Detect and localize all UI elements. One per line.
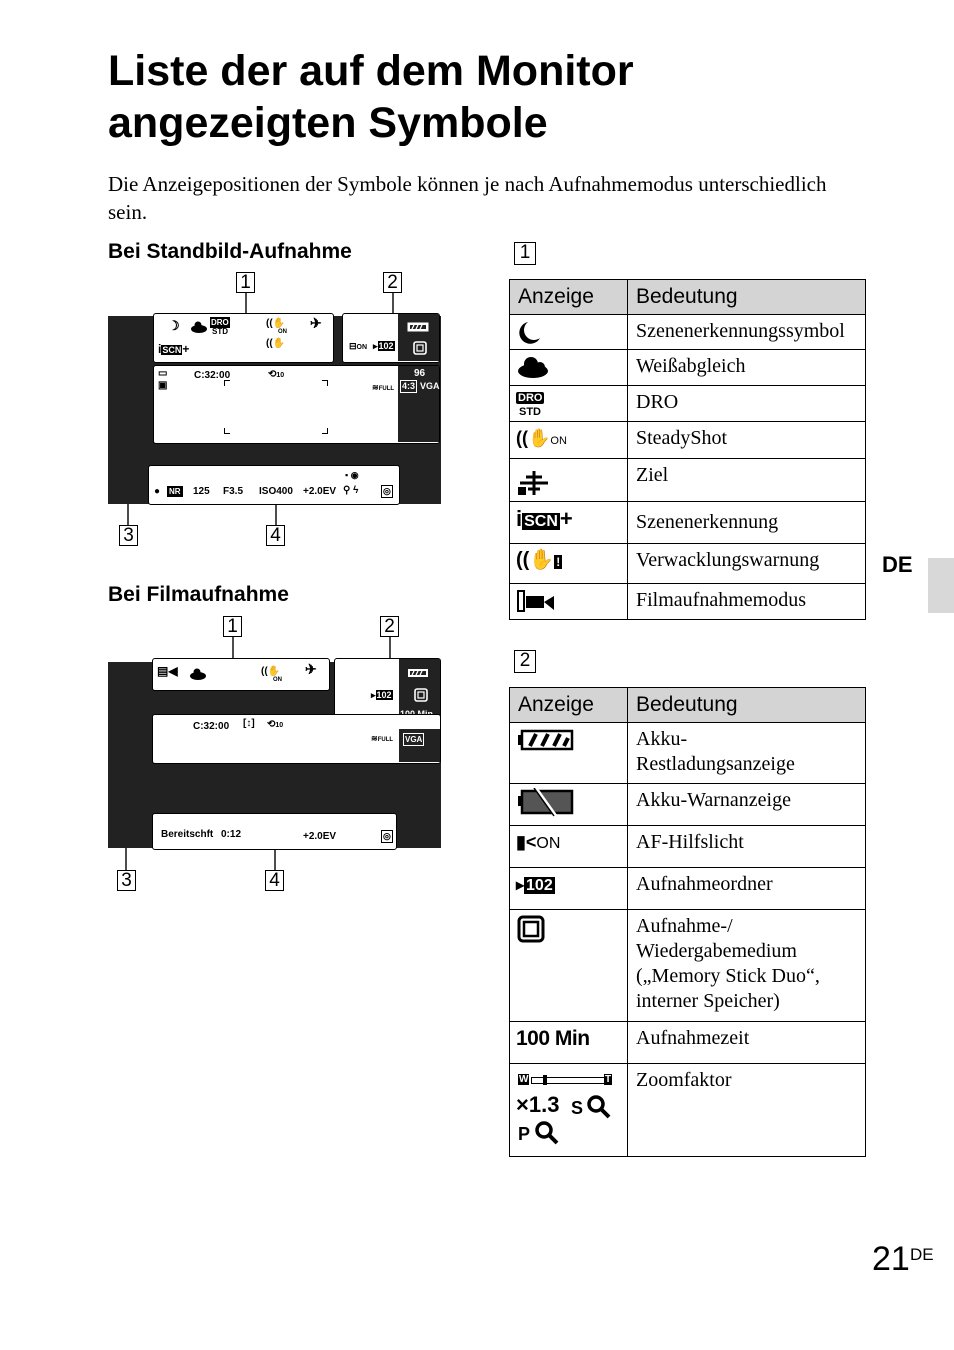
- page-title: [108, 45, 634, 149]
- still-camera-icon: ▭: [158, 368, 168, 379]
- still-metering-icon: ◎: [383, 486, 391, 496]
- movie-mode-icon: [516, 588, 556, 614]
- zoom-p-magnifier-icon: [534, 1120, 560, 1146]
- iscn-text: SCN: [524, 513, 558, 530]
- still-screen-diagram: [108, 268, 448, 553]
- zoom-bar-marker: [543, 1075, 547, 1085]
- zoom-t: T: [605, 1074, 612, 1085]
- movie-screen-diagram: [108, 612, 448, 897]
- page-title-line2: angezeigten Symbole: [108, 99, 548, 147]
- movie-metering-icon: ◎: [383, 831, 391, 841]
- still-aperture: F3.5: [223, 486, 244, 497]
- shake-warning-icon: ((✋ !: [516, 549, 561, 571]
- rec-time-text: 100 Min: [516, 1027, 590, 1050]
- table-row: [510, 422, 866, 459]
- movie-standby-time: 0:12: [221, 829, 242, 840]
- af-frame-br: [322, 428, 328, 434]
- still-time: C:32:00: [194, 370, 231, 381]
- table-row: [510, 459, 866, 502]
- table-row: [510, 826, 866, 868]
- memory-icon: [516, 914, 546, 944]
- zoom-icon: [516, 1068, 616, 1148]
- battery-warning-icon: [516, 788, 576, 818]
- battery-icon: [516, 727, 576, 757]
- af-frame-tl: [224, 380, 230, 386]
- steadyshot-icon: ((✋: [266, 318, 286, 329]
- still-shutter: 125: [193, 486, 210, 497]
- table2-meaning-line3: („Memory Stick Duo“,: [636, 965, 820, 987]
- table1-meaning: Filmaufnahmemodus: [628, 584, 866, 620]
- moon-icon: ☽: [168, 318, 180, 333]
- folder-icon: ▸ 102: [516, 877, 553, 894]
- movie-steady-on: ON: [273, 677, 282, 683]
- language-tab: [928, 558, 954, 613]
- movie-label-1: 1: [223, 616, 242, 637]
- table2-meaning: Akku-Warnanzeige: [628, 784, 866, 826]
- still-iso: ISO400: [259, 486, 293, 497]
- still-dro: DRO: [211, 318, 229, 327]
- still-label-4: 4: [266, 525, 285, 546]
- movie-label-2: 2: [380, 616, 399, 637]
- page-number-suffix: DE: [910, 1245, 934, 1264]
- moon-icon: [516, 319, 546, 345]
- movie-full: FULL: [377, 737, 394, 743]
- timer-icon: ⟲10: [268, 369, 285, 380]
- table1-meaning: Szenenerkennungssymbol: [628, 315, 866, 350]
- movie-battery-icon: [407, 668, 431, 678]
- table-row: [510, 315, 866, 350]
- movie-heading: Bei Filmaufnahme: [108, 583, 289, 606]
- table1-header-display: Anzeige: [510, 280, 628, 315]
- still-folder: 102: [378, 341, 394, 351]
- table-row: [510, 350, 866, 386]
- table2-meaning: Aufnahmezeit: [628, 1022, 866, 1064]
- still-af-on: ON: [356, 344, 368, 351]
- table2-meaning-line2: Wiedergabemedium: [636, 940, 797, 962]
- af-on-text: ON: [536, 835, 561, 852]
- dro-std-text: STD: [519, 406, 541, 418]
- table-row: [510, 1064, 866, 1157]
- table2-meaning: Zoomfaktor: [628, 1064, 866, 1157]
- table1-header-meaning: Bedeutung: [628, 280, 866, 315]
- language-tab-label: DE: [882, 552, 913, 577]
- movie-flash-level: ≋FULL: [371, 734, 394, 743]
- movie-memory-icon: [414, 688, 428, 702]
- table-row: [510, 910, 866, 1022]
- movie-panel-3: [152, 714, 441, 764]
- still-shots: 96: [414, 368, 426, 379]
- table2-header-meaning: Bedeutung: [628, 688, 866, 723]
- movie-timer: 10: [275, 722, 284, 729]
- face-detection-icon: ▣: [158, 380, 168, 391]
- af-illuminator-icon: ⊟ON: [349, 341, 368, 351]
- table-row: [510, 502, 866, 544]
- still-panel-4: [148, 465, 400, 505]
- still-nr: NR: [169, 487, 181, 496]
- movie-mode-icon: ▤◀: [157, 664, 178, 678]
- page-number: 21: [872, 1240, 910, 1278]
- folder-text: 102: [526, 877, 553, 894]
- table-row: [510, 1022, 866, 1064]
- still-label-2: 2: [383, 272, 402, 293]
- still-label-1: 1: [236, 272, 255, 293]
- movie-panel-4: [152, 813, 397, 850]
- battery-icon: [407, 322, 431, 332]
- rec-dot-icon: ●: [154, 486, 161, 497]
- zoom-s: S: [571, 1098, 584, 1118]
- still-steady-on: ON: [278, 329, 287, 335]
- table2: [509, 687, 866, 1157]
- movie-panel-1: [152, 658, 330, 691]
- intro-text: Die Anzeigepositionen der Symbole können je nach Aufnahmemodus unterschiedlich sein.: [108, 172, 827, 224]
- movie-label-4: 4: [265, 870, 284, 891]
- still-full: FULL: [378, 386, 395, 392]
- table2-meaning-line2: Restladungsanzeige: [636, 753, 795, 775]
- still-ratio: 4:3: [402, 381, 416, 391]
- cloud-icon: [190, 321, 208, 333]
- table1-meaning: Weißabgleich: [628, 350, 866, 386]
- table1-label: 1: [514, 242, 536, 265]
- table2-meaning-line1: Aufnahme-/: [636, 915, 733, 937]
- target-icon: [516, 463, 552, 497]
- steadyshot-on-text: ON: [550, 435, 567, 447]
- af-frame-tr: [322, 380, 328, 386]
- table-row: [510, 584, 866, 620]
- zoom-w: W: [519, 1074, 529, 1085]
- movie-cloud-icon: [189, 668, 207, 680]
- table2-meaning: AF-Hilfslicht: [628, 826, 866, 868]
- still-panel-2: [342, 313, 440, 363]
- cloud-icon: [516, 354, 552, 380]
- page-title-line1: Liste der auf dem Monitor: [108, 47, 634, 95]
- still-meter-icon: ▪ ◉: [345, 470, 359, 480]
- table-row: [510, 868, 866, 910]
- target-icon: ✈: [310, 315, 322, 331]
- table-row: [510, 544, 866, 584]
- table2-header-display: Anzeige: [510, 688, 628, 723]
- movie-size: VGA: [405, 735, 423, 744]
- movie-time: C:32:00: [193, 721, 230, 732]
- zoom-value: ×1.3: [516, 1092, 560, 1117]
- still-label-3: 3: [119, 525, 138, 546]
- table1-meaning: DRO: [628, 386, 866, 422]
- steadyshot-icon: ((✋: [516, 428, 551, 448]
- table1-meaning: Szenenerkennung: [628, 502, 866, 544]
- movie-frame-icon: [↕]: [243, 718, 255, 729]
- zoom-magnifier-icon: [586, 1094, 612, 1120]
- table2-meaning: Aufnahmeordner: [628, 868, 866, 910]
- table1: [509, 279, 866, 620]
- memory-icon: [413, 341, 427, 355]
- movie-target-icon: ✈: [305, 661, 317, 677]
- table-row: [510, 386, 866, 422]
- af-frame-bl: [224, 428, 230, 434]
- table2-meaning-line1: Akku-: [636, 728, 688, 750]
- movie-label-3: 3: [117, 870, 136, 891]
- iscn-icon: iSCN+: [158, 342, 190, 356]
- movie-folder: 102: [376, 690, 392, 700]
- table2-label: 2: [514, 650, 536, 673]
- still-size: VGA: [420, 381, 440, 391]
- movie-folder-icon: ▸102: [371, 690, 392, 700]
- still-std: STD: [212, 327, 228, 336]
- folder-icon: ▸102: [373, 341, 394, 351]
- dro-icon: DRO: [518, 392, 543, 404]
- still-panel-1: [153, 313, 334, 363]
- table-row: [510, 784, 866, 826]
- movie-steadyshot-icon: ((✋: [261, 666, 281, 677]
- still-panel-3: [153, 365, 440, 444]
- table1-meaning: Verwacklungswarnung: [628, 544, 866, 584]
- af-illuminator-icon: ▮<: [516, 832, 537, 852]
- still-timer: 10: [276, 372, 285, 379]
- zoom-p: P: [518, 1124, 531, 1144]
- movie-timer-icon: ⟲10: [267, 719, 284, 730]
- table1-meaning: Ziel: [628, 459, 866, 502]
- table1-meaning: SteadyShot: [628, 422, 866, 459]
- movie-ev: +2.0EV: [303, 831, 337, 842]
- table-row: [510, 723, 866, 784]
- movie-standby: Bereitschft: [161, 829, 214, 840]
- still-flash-level: ≋FULL: [372, 383, 395, 392]
- iscn-icon: i SCN+: [516, 506, 573, 531]
- still-ev: +2.0EV: [303, 486, 337, 497]
- still-heading: Bei Standbild-Aufnahme: [108, 240, 352, 263]
- table2-meaning-line4: interner Speicher): [636, 990, 780, 1012]
- still-misc-icons: ⚲ ϟ: [343, 485, 359, 496]
- shake-warning-icon: ((✋: [266, 338, 286, 349]
